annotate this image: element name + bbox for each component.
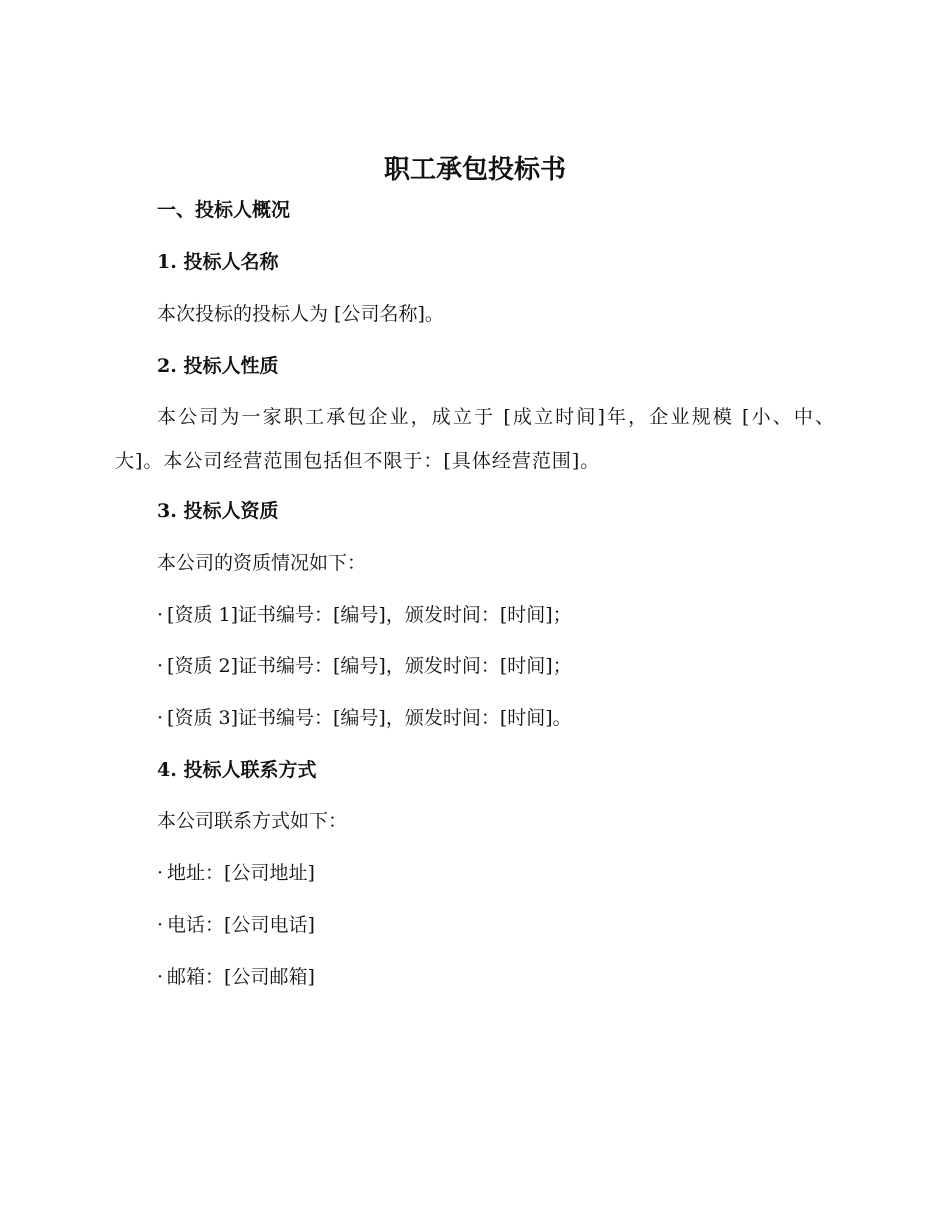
subheading-bidder-name: 1. 投标人名称 <box>157 251 279 273</box>
document-title: 职工承包投标书 <box>383 155 566 185</box>
list-item-contact-email <box>157 962 315 992</box>
list-item-qualification-2 <box>157 651 572 681</box>
list-item-text: 邮箱：[公司邮箱] <box>167 966 315 988</box>
paragraph-contact-intro: 本公司联系方式如下： <box>157 810 348 832</box>
paragraph-bidder-nature: 本公司为一家职工承包企业，成立于 [成立时间]年，企业规模 [小、中、大]。本公司经营范围包括但不限于：[具体经营范围]。 <box>115 406 835 472</box>
list-item-text: 地址：[公司地址] <box>167 862 315 884</box>
subheading-bidder-nature: 2. 投标人性质 <box>157 355 279 377</box>
bullet-icon: · <box>157 966 164 988</box>
list-item-contact-phone <box>157 910 315 940</box>
subheading-bidder-qualifications: 3. 投标人资质 <box>157 500 279 522</box>
paragraph-bidder-name: 本次投标的投标人为 [公司名称]。 <box>157 303 444 325</box>
section-heading-bidder-overview: 一、投标人概况 <box>157 199 291 221</box>
list-item-text: [资质 1]证书编号：[编号]，颁发时间：[时间]； <box>167 604 572 626</box>
bullet-icon: · <box>157 707 164 729</box>
list-item-text: [资质 2]证书编号：[编号]，颁发时间：[时间]； <box>167 655 572 677</box>
subheading-bidder-contact: 4. 投标人联系方式 <box>157 759 317 781</box>
list-item-contact-address <box>157 858 315 888</box>
list-item-text: 电话：[公司电话] <box>167 914 315 936</box>
bullet-icon: · <box>157 862 164 884</box>
list-item-qualification-3 <box>157 703 572 733</box>
bullet-icon: · <box>157 914 164 936</box>
bullet-icon: · <box>157 604 164 626</box>
list-item-text: [资质 3]证书编号：[编号]，颁发时间：[时间]。 <box>167 707 572 729</box>
paragraph-qualifications-intro: 本公司的资质情况如下： <box>157 552 367 574</box>
bullet-icon: · <box>157 655 164 677</box>
list-item-qualification-1 <box>157 600 572 630</box>
